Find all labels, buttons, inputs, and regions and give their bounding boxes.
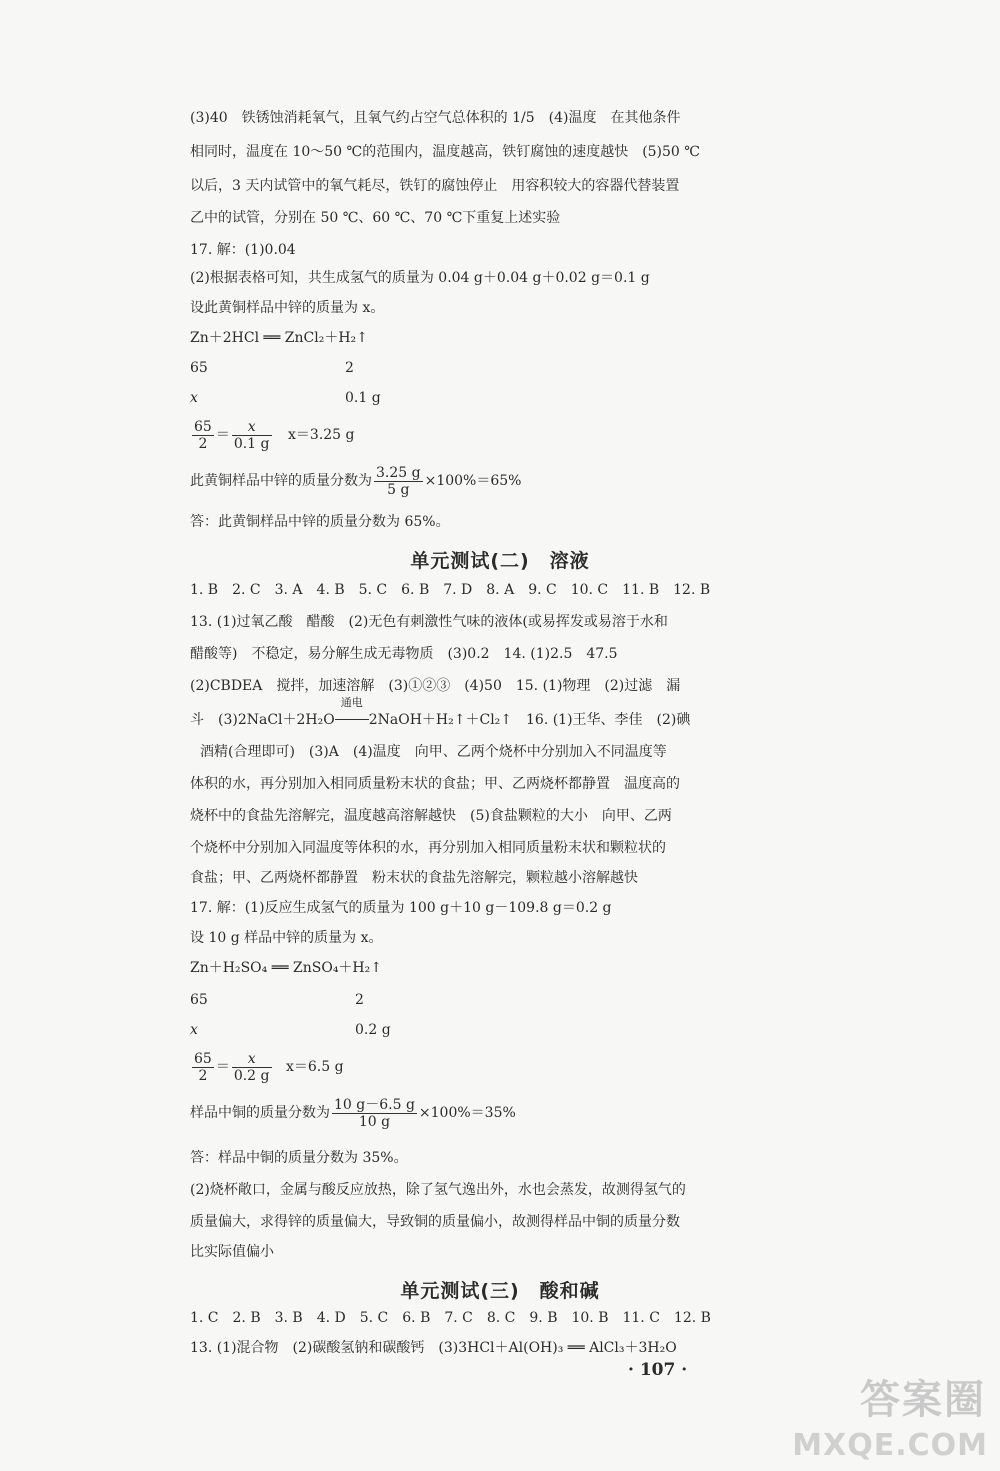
text-line: 烧杯中的食盐先溶解完，温度越高溶解越快 (5)食盐颗粒的大小 向甲、乙两: [190, 808, 672, 824]
ratio-value: 2: [345, 360, 354, 376]
text-segment: ×100%＝65%: [424, 473, 522, 489]
text-segment: 此黄铜样品中锌的质量分数为: [190, 473, 372, 489]
text-line: 乙中的试管，分别在 50 ℃、60 ℃、70 ℃下重复上述实验: [190, 210, 561, 226]
ratio-value: 2: [355, 992, 364, 1008]
text-line: 食盐；甲、乙两烧杯都静置 粉末状的食盐先溶解完，颗粒越小溶解越快: [190, 870, 638, 886]
text-segment: 斗 (3)2NaCl＋2H₂O: [190, 712, 335, 728]
equation-ratio-row: [190, 1020, 750, 1040]
answer-key-line: 1. C 2. B 3. B 4. D 5. C 6. B 7. C 8. C 9. B 10. B 11. C 12. B: [190, 1310, 711, 1326]
section-heading: 单元测试(三) 酸和碱: [400, 1280, 600, 1302]
ratio-value: 65: [190, 360, 208, 376]
watermark-logo: 答案圈: [860, 1377, 986, 1423]
fraction: $\frac{65}{2}$: [194, 1050, 212, 1084]
text-segment: 2NaOH＋H₂↑＋Cl₂↑ 16. (1)王华、李佳 (2)碘: [368, 712, 691, 728]
equation-ratio-row: [190, 358, 750, 378]
watermark-url: MXQE.COM: [792, 1428, 988, 1463]
text-line: (2)烧杯敞口，金属与酸反应放热，除了氢气逸出外，水也会蒸发，故测得氢气的: [190, 1182, 686, 1198]
ratio-value: x: [190, 390, 198, 406]
text-segment: 样品中铜的质量分数为: [190, 1105, 330, 1121]
text-line: 质量偏大，求得锌的质量偏大，导致铜的质量偏小，故测得样品中铜的质量分数: [190, 1214, 680, 1230]
fraction: $\frac{x}{0.1 g}$: [233, 418, 270, 452]
question-17-heading: 17. 解：(1)反应生成氢气的质量为 100 g＋10 g－109.8 g＝0.2 g: [190, 900, 612, 916]
proportion-equation: $\frac{65}{2}$ ＝ $\frac{x}{0.2 g}$ x＝6.5 g: [194, 1050, 344, 1084]
chemical-equation: Zn＋2HCl ══ ZnCl₂＋H₂↑: [190, 330, 368, 346]
mass-fraction-equation: [190, 464, 750, 498]
text-line: 13. (1)混合物 (2)碳酸氢钠和碳酸钙 (3)3HCl＋Al(OH)₃ ══ AlCl₃＋3H₂O: [190, 1340, 677, 1356]
result-text: x＝6.5 g: [285, 1059, 344, 1075]
text-line-with-equation: [190, 696, 750, 730]
ratio-value: x: [190, 1022, 198, 1038]
text-line: 个烧杯中分别加入同温度等体积的水，再分别加入相同质量粉末状和颗粒状的: [190, 840, 666, 856]
fraction: $\frac{65}{2}$: [194, 418, 212, 452]
text-line: 醋酸等) 不稳定，易分解生成无毒物质 (3)0.2 14. (1)2.5 47.5: [190, 646, 618, 662]
ratio-value: 0.2 g: [355, 1022, 391, 1038]
text-segment: ×100%＝35%: [418, 1105, 516, 1121]
ratio-value: 65: [190, 992, 208, 1008]
answer-key-line: 1. B 2. C 3. A 4. B 5. C 6. B 7. D 8. A 9. C 10. C 11. B 12. B: [190, 582, 711, 598]
text-line: 设 10 g 样品中锌的质量为 x。: [190, 930, 383, 946]
text-line: (2)根据表格可知，共生成氢气的质量为 0.04 g＋0.04 g＋0.02 g＝0.1 g: [190, 270, 650, 286]
text-line: (3)40 铁锈蚀消耗氧气，且氧气约占空气总体积的 1/5 (4)温度 在其他条件: [190, 110, 681, 126]
equation-ratio-row: [190, 990, 750, 1010]
mass-fraction-equation: [190, 1096, 750, 1130]
text-line: 酒精(合理即可) (3)A (4)温度 向甲、乙两个烧杯中分别加入不同温度等: [200, 744, 667, 760]
answer-line: 答：样品中铜的质量分数为 35%。: [190, 1150, 408, 1166]
result-text: x＝3.25 g: [287, 427, 355, 443]
chemical-equation: Zn＋H₂SO₄ ══ ZnSO₄＋H₂↑: [190, 960, 382, 976]
equation-ratio-row: [190, 388, 750, 408]
watermark: [792, 1351, 1000, 1471]
text-line: (2)CBDEA 搅拌，加速溶解 (3)①②③ (4)50 15. (1)物理 (2)过滤 漏: [190, 678, 681, 694]
fraction: $\frac{x}{0.2 g}$: [233, 1050, 270, 1084]
text-line: 以后，3 天内试管中的氧气耗尽，铁钉的腐蚀停止 用容积较大的容器代替装置: [190, 178, 680, 194]
page-number: · 107 ·: [628, 1360, 688, 1380]
text-line: 相同时，温度在 10～50 ℃的范围内，温度越高，铁钉腐蚀的速度越快 (5)50 ℃: [190, 144, 700, 160]
proportion-equation: $\frac{65}{2}$ ＝ $\frac{x}{0.1 g}$ x＝3.25 g: [194, 418, 355, 452]
section-heading: 单元测试(二) 溶液: [410, 550, 590, 572]
answer-line: 答：此黄铜样品中锌的质量分数为 65%。: [190, 514, 450, 530]
text-line: 比实际值偏小: [190, 1244, 274, 1260]
fraction: $\frac{3.25 g}{5 g}$: [376, 464, 421, 498]
fraction: $\frac{10 g-6.5 g}{10 g}$: [334, 1096, 415, 1130]
question-17-heading: 17. 解：(1)0.04: [190, 242, 296, 258]
reaction-condition: 通电: [335, 710, 369, 730]
text-line: 体积的水，再分别加入相同质量粉末状的食盐；甲、乙两烧杯都静置 温度高的: [190, 776, 680, 792]
ratio-value: 0.1 g: [345, 390, 381, 406]
text-line: 设此黄铜样品中锌的质量为 x。: [190, 300, 385, 316]
text-line: 13. (1)过氧乙酸 醋酸 (2)无色有刺激性气味的液体(或易挥发或易溶于水和: [190, 614, 668, 630]
